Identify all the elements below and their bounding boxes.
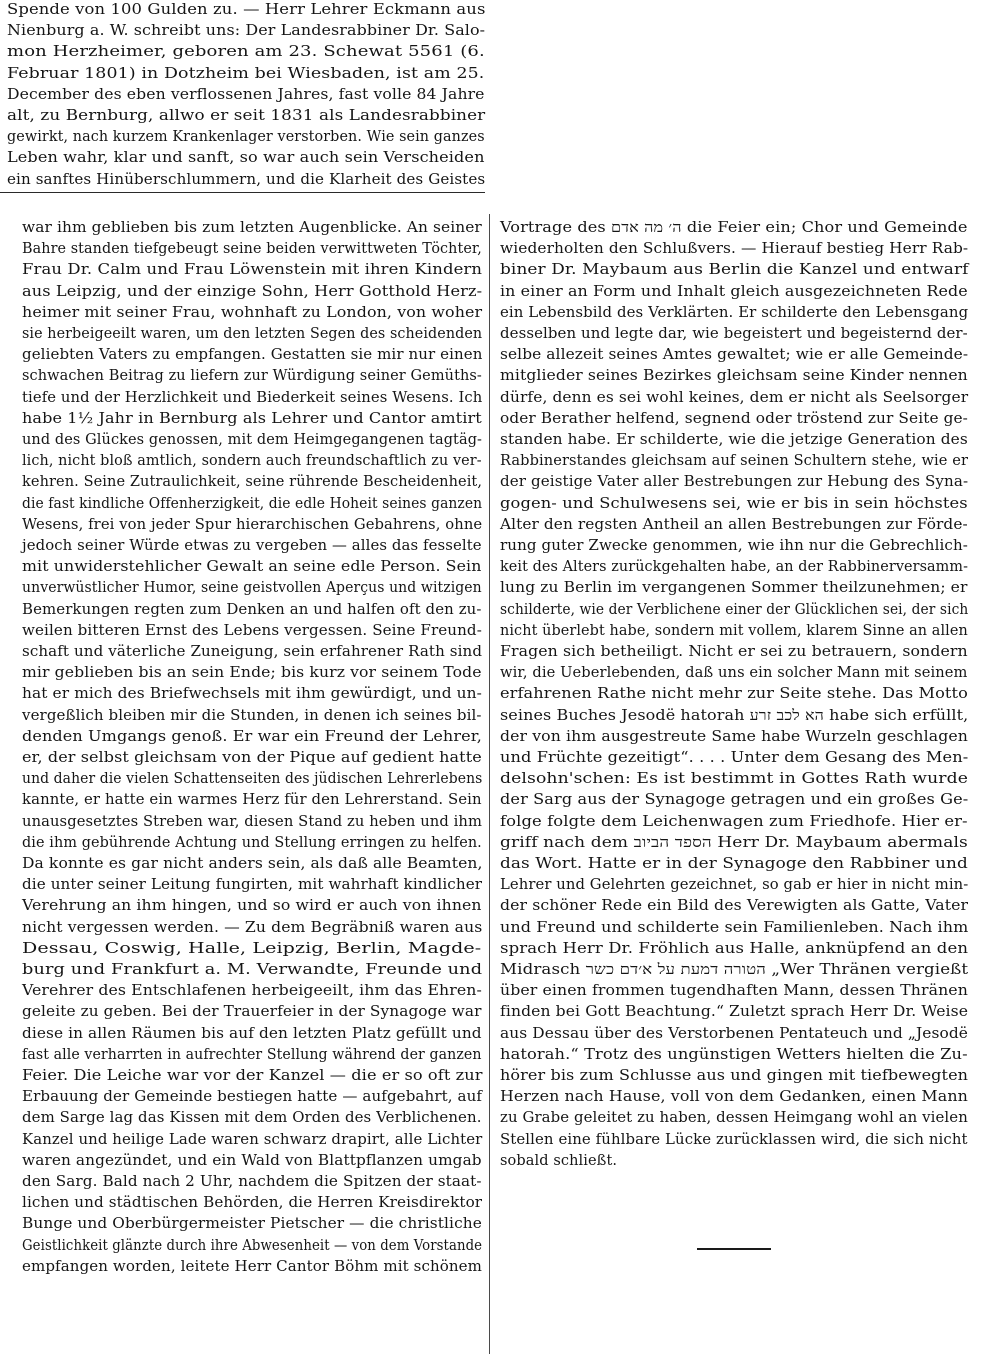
article-line: sobald schließt.: [500, 1152, 618, 1169]
article-line: empfangen worden, leitete Herr Cantor Böhm mit schönem: [22, 1258, 483, 1275]
article-line: ein Lebensbild des Verklärten. Er schilderte den Lebensgang: [500, 304, 969, 321]
article-line: weilen bitteren Ernst des Lebens vergessen. Seine Freund-: [22, 622, 482, 639]
article-line: war ihm geblieben bis zum letzten Augenblicke. An seiner: [22, 220, 482, 236]
article-line: biner Dr. Maybaum aus Berlin die Kanzel und entwarf: [500, 262, 969, 279]
article-line: oder Berather helfend, segnend oder tröstend zur Seite ge-: [500, 410, 968, 427]
article-line: gewirkt, nach kurzem Krankenlager verstorben. Wie sein ganzes: [7, 129, 485, 146]
article-line: Stellen eine fühlbare Lücke zurücklassen wird, die sich nicht: [500, 1131, 968, 1148]
article-line: tiefe und der Herzlichkeit und Biederkeit seines Wesens. Ich: [22, 389, 483, 406]
article-line: fast alle verharrten in aufrechter Stellung während der ganzen: [22, 1046, 482, 1063]
article-line: Bemerkungen regten zum Denken an und halfen oft den zu-: [22, 601, 482, 618]
article-line: Bahre standen tiefgebeugt seine beiden verwittweten Töchter,: [22, 241, 482, 258]
article-line: delsohn'schen: Es ist bestimmt in Gottes Rath wurde: [500, 771, 968, 788]
article-line: finden bei Gott Beachtung.“ Zuletzt sprach Herr Dr. Weise: [500, 1004, 969, 1021]
article-line: jedoch seiner Würde etwas zu vergeben — alles das fesselte: [22, 538, 482, 554]
closing-rule: [697, 1248, 771, 1250]
article-line: der schöner Rede ein Bild des Verewigten als Gatte, Vater: [500, 898, 969, 915]
article-line: selbe allezeit seines Amtes gewaltet; wie er alle Gemeinde-: [500, 347, 969, 364]
article-line: die fast kindliche Offenherzigkeit, die edle Hoheit seines ganzen: [22, 495, 483, 512]
article-line: Erbauung der Gemeinde bestiegen hatte — aufgebahrt, auf: [22, 1089, 483, 1106]
article-line: wiederholten den Schlußvers. — Hierauf bestieg Herr Rab-: [500, 241, 969, 258]
article-line: nicht vergessen werden. — Zu dem Begräbniß waren aus: [22, 919, 483, 936]
column-divider-line: [489, 214, 490, 1354]
article-line: hatorah.“ Trotz des ungünstigen Wetters hielten die Zu-: [500, 1046, 968, 1063]
article-line: aus Leipzig, und der einzige Sohn, Herr Gotthold Herz-: [22, 283, 483, 300]
article-line: die unter seiner Leitung fungirten, mit wahrhaft kindlicher: [22, 877, 483, 894]
article-line: und Früchte gezeitigt“. . . . Unter dem Gesang des Men-: [500, 750, 969, 766]
article-line: der von ihm ausgestreute Same habe Wurzeln geschlagen: [500, 728, 968, 745]
article-line: Herzen nach Hause, voll von dem Gedanken, einen Mann: [500, 1089, 968, 1106]
article-line: gogen- und Schulwesens sei, wie er bis in sein höchstes: [500, 495, 968, 512]
article-line: unverwüstlicher Humor, seine geistvollen Aperçus und witzigen: [22, 580, 482, 597]
article-line: ein sanftes Hinüberschlummern, und die Klarheit des Geistes: [7, 171, 486, 188]
article-line: mitglieder seines Bezirkes gleichsam seine Kinder nennen: [500, 368, 968, 385]
article-line: diese in allen Räumen bis auf den letzten Platz gefüllt und: [22, 1025, 482, 1042]
article-line: über einen frommen tugendhaften Mann, dessen Thränen: [500, 983, 968, 1000]
article-line: Geistlichkeit glänzte durch ihre Abwesenheit — von dem Vorstande: [22, 1237, 483, 1254]
article-line: habe 1½ Jahr in Bernburg als Lehrer und Cantor amtirt: [22, 410, 482, 427]
article-line: mir geblieben bis an sein Ende; bis kurz vor seinem Tode: [22, 665, 482, 682]
article-line: waren angezündet, und ein Wald von Blattpflanzen umgab: [22, 1152, 482, 1169]
article-line: lichen und städtischen Behörden, die Herren Kreisdirektor: [22, 1195, 483, 1212]
article-line: heimer mit seiner Frau, wohnhaft zu London, von woher: [22, 304, 483, 321]
article-line: dürfe, denn es sei wohl keines, dem er nicht als Seelsorger: [500, 389, 969, 406]
article-line: schilderte, wie der Verblichene einer der Glücklichen sei, der sich: [500, 601, 969, 618]
article-line: hat er mich des Briefwechsels mit ihm gewürdigt, und un-: [22, 686, 482, 703]
article-line: desselben und legte dar, wie begeistert und begeisternd der-: [500, 326, 968, 342]
article-line: Vortrage des ה׳ מה אדם die Feier ein; Chor und Gemeinde: [500, 220, 968, 236]
article-line: Dessau, Coswig, Halle, Leipzig, Berlin, Magde-: [22, 940, 482, 957]
article-line: Februar 1801) in Dotzheim bei Wiesbaden, ist am 25.: [7, 65, 485, 82]
article-line: er, der selbst gleichsam von der Pique auf gedient hatte: [22, 750, 482, 766]
article-line: sprach Herr Dr. Fröhlich aus Halle, anknüpfend an den: [500, 940, 969, 957]
article-line: burg und Frankfurt a. M. Verwandte, Freunde und: [22, 962, 483, 978]
article-line: griff nach dem הספד הביוב Herr Dr. Maybaum abermals: [500, 834, 968, 851]
article-line: Rabbinerstandes gleichsam auf seinen Schultern stehe, wie er: [500, 453, 969, 470]
article-line: Midrasch הטורה דמעת על א׳דם כשר „Wer Thränen vergießt: [500, 962, 969, 978]
article-line: Spende von 100 Gulden zu. — Herr Lehrer Eckmann aus: [7, 2, 486, 18]
article-line: geliebten Vaters zu empfangen. Gestatten sie mir nur einen: [22, 347, 483, 364]
article-line: mon Herzheimer, geboren am 23. Schewat 5561 (6.: [7, 44, 485, 61]
article-line: rung guter Zwecke genommen, wie ihn nur die Gebrechlich-: [500, 538, 968, 554]
article-line: geleite zu geben. Bei der Trauerfeier in der Synagoge war: [22, 1004, 482, 1021]
article-line: alt, zu Bernburg, allwo er seit 1831 als Landesrabbiner: [7, 108, 486, 124]
article-line: Kanzel und heilige Lade waren schwarz drapirt, alle Lichter: [22, 1131, 483, 1148]
article-line: kannte, er hatte ein warmes Herz für den Lehrerstand. Sein: [22, 792, 482, 809]
article-line: denden Umgangs genoß. Er war ein Freund der Lehrer,: [22, 728, 482, 745]
article-line: erfahrenen Rathe nicht mehr zur Seite stehe. Das Motto: [500, 686, 968, 703]
article-line: der geistige Vater aller Bestrebungen zur Hebung des Syna-: [500, 474, 969, 491]
article-line: sie herbeigeeilt waren, um den letzten Segen des scheidenden: [22, 326, 483, 342]
article-line: lung zu Berlin im vergangenen Sommer theilzunehmen; er: [500, 580, 968, 597]
article-line: unausgesetztes Streben war, diesen Stand zu heben und ihm: [22, 813, 483, 830]
article-line: Leben wahr, klar und sanft, so war auch sein Verscheiden: [7, 150, 485, 167]
article-line: dem Sarge lag das Kissen mit dem Orden des Verblichenen.: [22, 1110, 482, 1127]
article-line: und daher die vielen Schattenseiten des jüdischen Lehrerlebens: [22, 771, 483, 788]
article-line: December des eben verflossenen Jahres, fast volle 84 Jahre: [7, 86, 485, 103]
article-line: vergeßlich bleiben mir die Stunden, in denen ich seines bil-: [22, 707, 482, 724]
article-line: Fragen sich betheiligt. Nicht er sei zu betrauern, sondern: [500, 644, 968, 660]
top-divider-line: [0, 192, 485, 193]
article-line: schwachen Beitrag zu liefern zur Würdigung seiner Gemüths-: [22, 368, 482, 385]
article-line: aus Dessau über des Verstorbenen Pentateuch und „Jesodë: [500, 1025, 969, 1042]
article-line: schaft und väterliche Zuneigung, sein erfahrener Rath sind: [22, 644, 483, 660]
article-line: folge folgte dem Leichenwagen zum Friedhofe. Hier er-: [500, 813, 968, 830]
article-line: das Wort. Hatte er in der Synagoge den Rabbiner und: [500, 856, 968, 872]
article-line: hörer bis zum Schlusse aus und gingen mit tiefbewegten: [500, 1068, 969, 1084]
article-line: Verehrung an ihm hingen, und so wird er auch von ihnen: [22, 898, 482, 915]
article-line: nicht überlebt habe, sondern mit vollem, klarem Sinne an allen: [500, 622, 968, 639]
article-line: Da konnte es gar nicht anders sein, als daß alle Beamten,: [22, 856, 483, 872]
article-line: und des Glückes genossen, mit dem Heimgegangenen tagtäg-: [22, 432, 483, 448]
article-line: Bunge und Oberbürgermeister Pietscher — die christliche: [22, 1216, 482, 1233]
article-line: Wesens, frei von jeder Spur hierarchischen Gebahrens, ohne: [22, 516, 483, 533]
article-line: wir, die Ueberlebenden, daß uns ein solcher Mann mit seinem: [500, 665, 968, 682]
article-line: keit des Alters zurückgehalten habe, an der Rabbinerversamm-: [500, 559, 969, 576]
article-line: und Freund und schilderte sein Familienleben. Nach ihm: [500, 919, 969, 936]
article-line: Alter den regsten Antheil an allen Bestrebungen zur Förde-: [500, 516, 968, 533]
article-line: kehren. Seine Zutraulichkeit, seine rührende Bescheidenheit,: [22, 474, 483, 491]
article-line: Feier. Die Leiche war vor der Kanzel — die er so oft zur: [22, 1068, 483, 1084]
article-line: lich, nicht bloß amtlich, sondern auch freundschaftlich zu ver-: [22, 453, 482, 470]
article-line: seines Buches Jesodë hatorah הא לכב זרע habe sich erfüllt,: [500, 707, 969, 724]
article-line: der Sarg aus der Synagoge getragen und ein großes Ge-: [500, 792, 969, 809]
article-line: Frau Dr. Calm und Frau Löwenstein mit ihren Kindern: [22, 262, 483, 279]
article-line: zu Grabe geleitet zu haben, dessen Heimgang wohl an vielen: [500, 1110, 968, 1127]
article-line: Nienburg a. W. schreibt uns: Der Landesrabbiner Dr. Salo-: [7, 23, 486, 40]
article-line: in einer an Form und Inhalt gleich ausgezeichneten Rede: [500, 283, 968, 300]
article-line: Verehrer des Entschlafenen herbeigeeilt, ihm das Ehren-: [22, 983, 482, 1000]
article-line: Lehrer und Gelehrten gezeichnet, so gab er hier in nicht min-: [500, 877, 969, 894]
article-line: mit unwiderstehlicher Gewalt an seine edle Person. Sein: [22, 559, 482, 576]
article-line: standen habe. Er schilderte, wie die jetzige Generation des: [500, 432, 968, 448]
article-line: die ihm gebührende Achtung und Stellung erringen zu helfen.: [22, 834, 482, 851]
article-line: den Sarg. Bald nach 2 Uhr, nachdem die Spitzen der staat-: [22, 1174, 482, 1190]
